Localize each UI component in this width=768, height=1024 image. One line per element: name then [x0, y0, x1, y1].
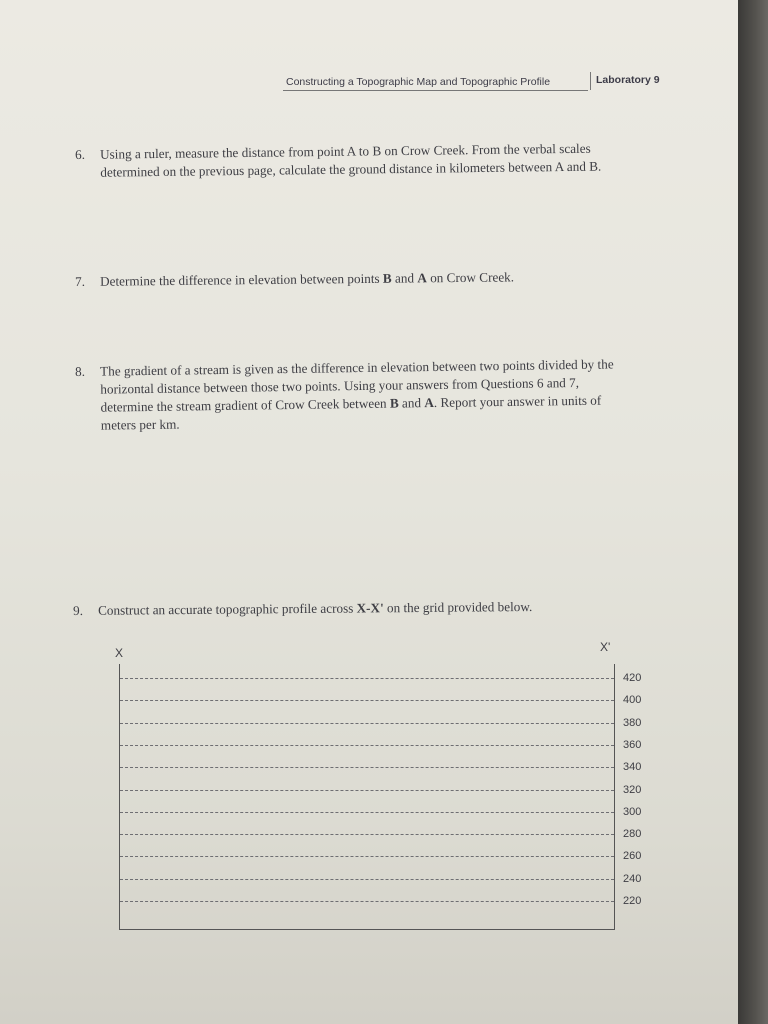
grid-line [120, 856, 614, 857]
page-header [283, 70, 683, 92]
question-number: 8. [75, 363, 86, 379]
grid-line [120, 678, 614, 679]
grid-line [120, 879, 614, 880]
question-text: Determine the difference in elevation between points B and A on Crow Creek. [100, 269, 515, 289]
elevation-tick-label: 360 [623, 738, 642, 751]
elevation-tick-label: 340 [623, 761, 642, 774]
grid-line [120, 745, 614, 746]
grid-line [120, 767, 614, 768]
header-title: Constructing a Topographic Map and Topographic Profile [286, 76, 551, 88]
question-number: 9. [73, 602, 84, 618]
header-lab-number: Laboratory 9 [596, 74, 660, 86]
profile-end-label: X' [600, 640, 611, 654]
elevation-tick-label: 320 [623, 783, 642, 796]
grid-line [120, 790, 614, 791]
elevation-tick-label: 420 [623, 672, 642, 684]
question-text: Using a ruler, measure the distance from point A to B on Crow Creek. From the verbal scales determined on the previous page, calculate the ground distance in kilometers between A and B. [100, 140, 602, 180]
elevation-tick-label: 220 [623, 895, 642, 907]
header-separator [590, 72, 591, 90]
grid-line [120, 812, 614, 813]
page-edge-shadow [738, 0, 768, 1024]
question-text: Construct an accurate topographic profile across X-X' on the grid provided below. [98, 598, 533, 618]
profile-grid[interactable] [119, 664, 642, 930]
elevation-tick-label: 300 [623, 805, 642, 818]
elevation-tick-label: 240 [623, 872, 642, 885]
profile-start-label: X [115, 646, 124, 660]
elevation-tick-label: 380 [623, 716, 642, 729]
elevation-tick-label: 400 [623, 694, 642, 707]
question-text: The gradient of a stream is given as the difference in elevation between two points divided by the horizontal distance between those two points. Using your answers from Questions 6 and 7, determine the stream gradient of Crow Creek between B and A. Report your answer in units of meters per km. [100, 356, 614, 433]
grid-line [120, 834, 614, 835]
elevation-tick-label: 280 [623, 828, 642, 841]
grid-line [120, 723, 614, 724]
grid-line [120, 901, 614, 902]
question-number: 6. [75, 146, 86, 162]
elevation-tick-label: 260 [623, 850, 642, 863]
question-number: 7. [75, 273, 86, 289]
header-underline [283, 90, 588, 91]
grid-line [120, 700, 614, 701]
